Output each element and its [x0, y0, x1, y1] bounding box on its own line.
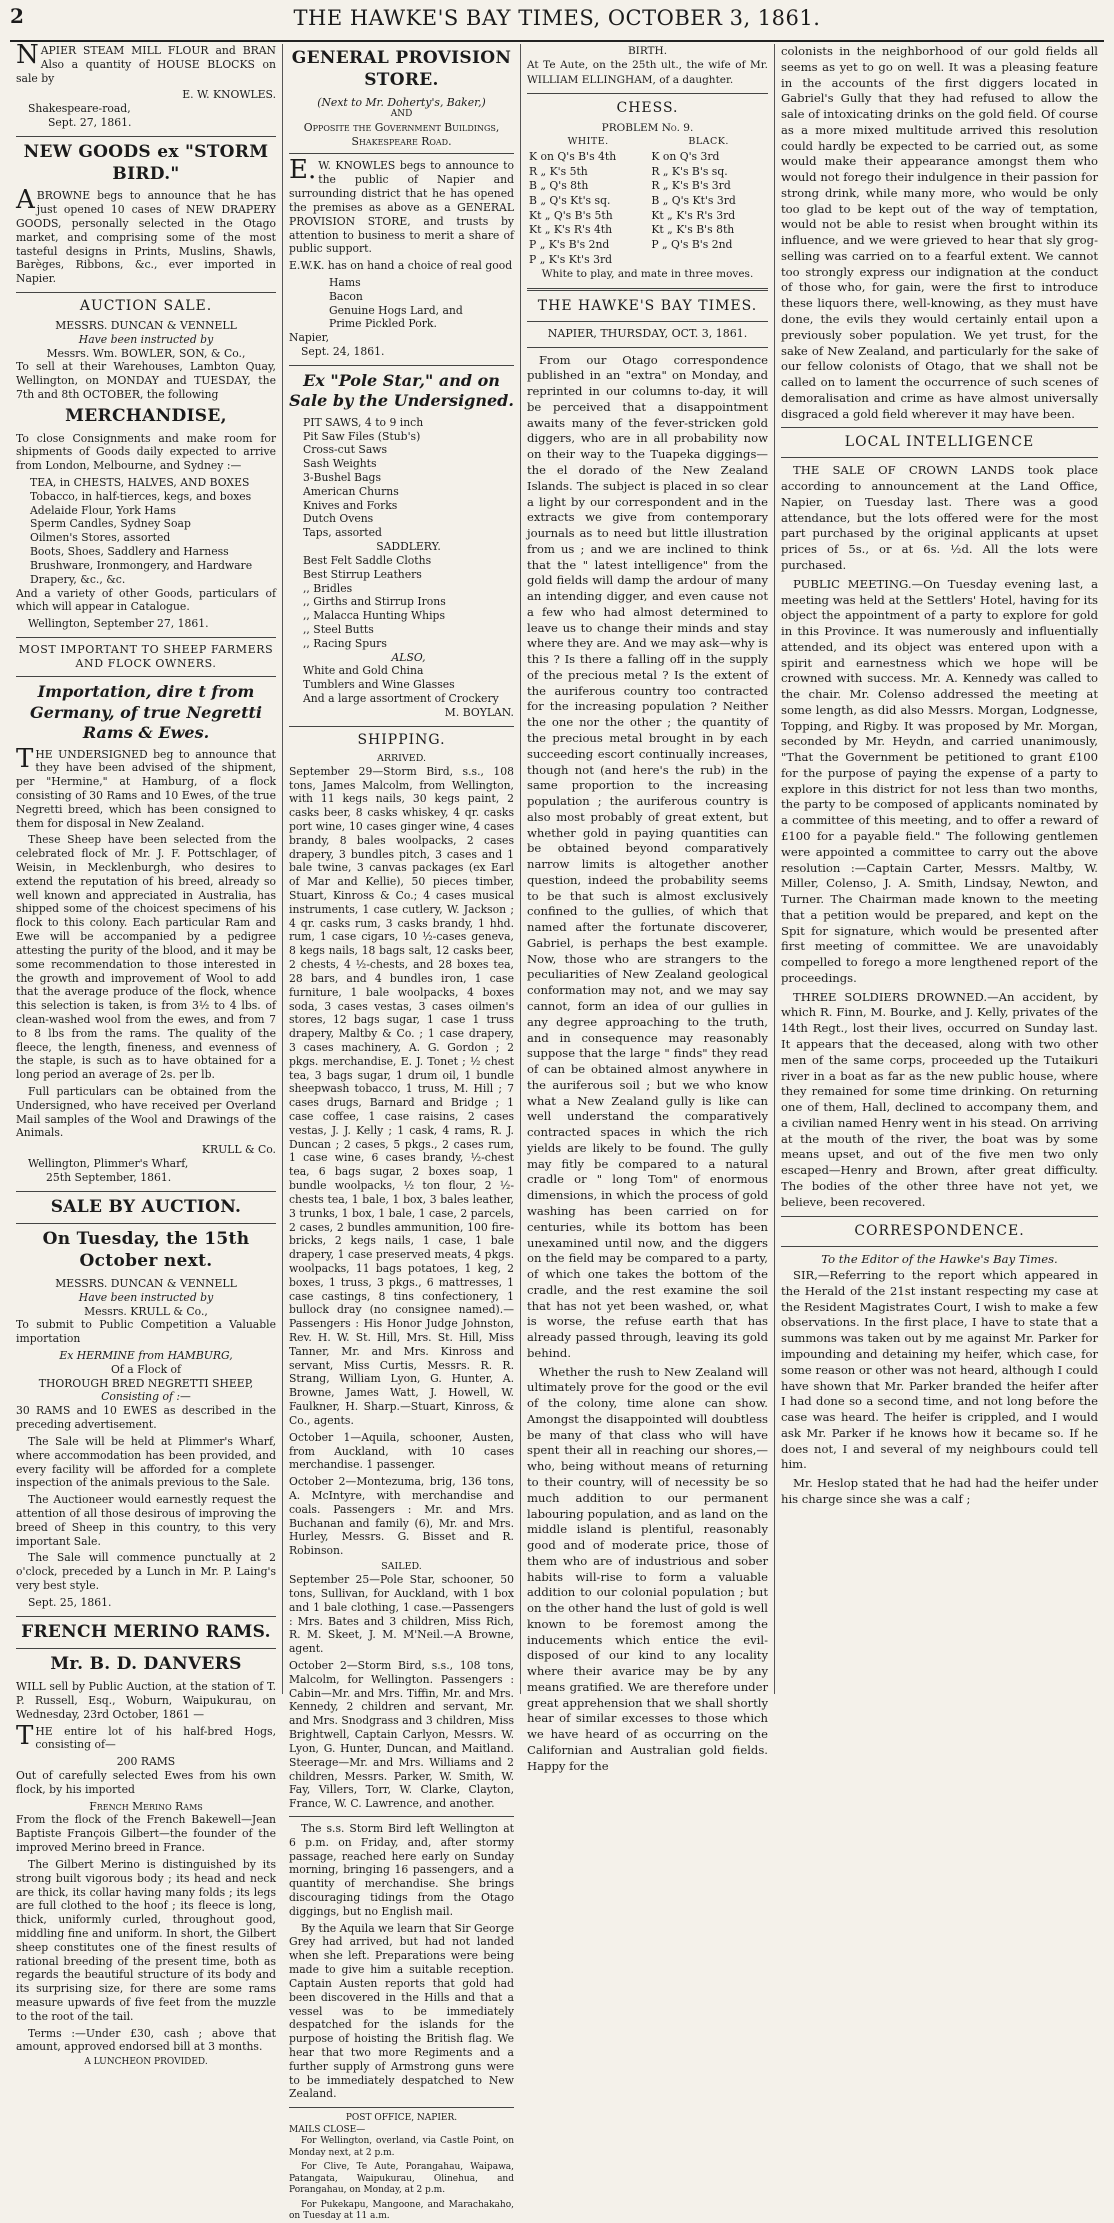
merino-subheading: Mr. B. D. DANVERS [50, 1654, 242, 1675]
divider [289, 1816, 514, 1817]
divider [16, 676, 276, 677]
divider [527, 93, 768, 94]
list-item: And a large assortment of Crockery [303, 692, 499, 706]
sale-date: Sept. 25, 1861. [28, 1595, 112, 1609]
divider [16, 292, 276, 293]
masthead [10, 4, 1104, 42]
editorial-dateline: NAPIER, THURSDAY, OCT. 3, 1861. [547, 326, 748, 340]
pole-star-heading: Ex "Pole Star," and on Sale by the Undersigned. [289, 370, 514, 411]
chess-white-piece: B „ Q's Kt's sq. [529, 194, 611, 208]
napier-mill-signer: E. W. KNOWLES. [182, 88, 276, 102]
divider [16, 1648, 276, 1649]
sheep-p2: These Sheep have been selected from the celebrated flock of Mr. J. F. Pottschlager, of Weisin, in Mecklenburgh, who desires to extend the reputation of his breed, already so well known and appreciated in Australia, has shipped some of the choicest specimens of his flock to this colony. Each particular Ram and Ewe will be accompanied by a pedigree attesting the purity of the blood, and it may be some recommendation to those interested in the growth and improvement of Wool to add that the average produce of the flock, whence this selection is taken, is from 3½ to 4 lbs. of clean-washed wool from the ewes, and from 7 to 8 lbs from the rams. The quality of the fleece, the length, fineness, and evenness of the staple, is such as to have obtained for a long period an average of 2s. per lb. [16, 833, 276, 1082]
sale-rams: 30 RAMS and 10 EWES as described in the preceding advertisement. [16, 1404, 276, 1432]
napier-mill-ad [16, 40, 276, 130]
sale-line2: Messrs. KRULL & Co., [84, 1304, 208, 1318]
shipping-arrived: ARRIVED. [376, 752, 426, 764]
chess-white-piece: Kt „ Q's B's 5th [529, 208, 613, 222]
chess-heading: CHESS. [616, 99, 679, 116]
list-item: ,, Bridles [303, 581, 353, 595]
shipping-p2: By the Aquila we learn that Sir George Grey had arrived, but had not landed when she left. Preparations were being made to give him a suitable reception. Captain Austen reports that gold had been discovered in the Hills and that a vessel was to be immediately despatched for the islands for the purpose of hoisting the British flag. We hear that two more Regiments and a further supply of Armstrong guns were to be immediately despatched to New Zealand. [289, 1921, 514, 2101]
merino-heading: FRENCH MERINO RAMS. [21, 1621, 271, 1642]
chess-problem: PROBLEM No. 9. [601, 121, 694, 134]
sale-line1: Have been instructed by [78, 1290, 214, 1304]
divider [16, 1191, 276, 1192]
merino-p2: THE entire lot of his half-bred Hogs, consisting of— [16, 1720, 276, 1752]
correspondence-p2: Mr. Heslop stated that he had had the heifer under his charge since she was a calf ; [781, 1476, 1098, 1506]
post-office-m1: For Wellington, overland, via Castle Point, on Monday next, at 2 p.m. [289, 2136, 514, 2158]
list-item: American Churns [303, 484, 399, 498]
column-1 [10, 40, 282, 2068]
storm-bird-ad [16, 142, 276, 286]
sheep-place: Wellington, Plimmer's Wharf, [28, 1157, 189, 1171]
sale-firm: MESSRS. DUNCAN & VENNELL [55, 1276, 237, 1290]
auction-subheading: MERCHANDISE, [65, 405, 227, 426]
column-2 [282, 44, 520, 2222]
chess-black-piece: K on Q's 3rd [651, 150, 720, 163]
shipping-sailed: SAILED. [381, 1561, 422, 1573]
local-p3: THREE SOLDIERS DROWNED.—An accident, by which R. Finn, M. Bourke, and J. Kelly, privates of the 14th Regt., lost their lives, occurred on Sunday last. It appears that the deceased, along with two other men of the same corps, proceeded up the Tutaikuri river in a boat as far as the new public house, where they remained for some time drinking. On returning one of them, Hall, declined to accompany them, and a civilian named Henry went in his stead. On arriving at the mouth of the river, the boat was by some means upset, and out of the five men two only escaped—Henry and Brown, after great difficulty. The bodies of the other three have not yet, we believe, been recovered. [781, 989, 1098, 1209]
table-row [527, 223, 768, 238]
napier-mill-text: NAPIER STEAM MILL FLOUR and BRAN Also a quantity of HOUSE BLOCKS on sale by [16, 40, 276, 85]
table-row [527, 238, 768, 253]
shipping-arr2: October 1—Aquila, schooner, Austen, from Auckland, with 10 cases merchandise. 1 passenger. [289, 1430, 514, 1472]
post-office-section [289, 2113, 514, 2223]
divider [289, 726, 514, 727]
napier-mill-place: Shakespeare-road, [28, 102, 131, 116]
chess-black-piece [649, 253, 768, 268]
table-row [527, 135, 768, 150]
sale-heading: SALE BY AUCTION. [50, 1196, 242, 1217]
auction-sale-ad [16, 298, 276, 631]
list-item: Brushware, Ironmongery, and Hardware [30, 558, 253, 572]
auction-line1: Have been instructed by [78, 332, 214, 346]
editorial [527, 297, 768, 1775]
list-item: PIT SAWS, 4 to 9 inch [303, 415, 424, 429]
auction-line2: Messrs. Wm. BOWLER, SON, & Co., [46, 346, 246, 360]
napier-mill-date: Sept. 27, 1861. [48, 116, 132, 130]
shipping-section [289, 732, 514, 2102]
divider [781, 1246, 1098, 1247]
divider [16, 1616, 276, 1617]
list-item: Boots, Shoes, Saddlery and Harness [30, 545, 229, 559]
chess-white-piece: P „ K's B's 2nd [529, 238, 610, 252]
columns [10, 40, 1104, 2222]
table-row [527, 179, 768, 194]
divider [781, 427, 1098, 428]
divider [527, 321, 768, 322]
sale-breed: THOROUGH BRED NEGRETTI SHEEP, [38, 1376, 254, 1390]
divider [289, 2107, 514, 2108]
list-item: Tobacco, in half-tierces, kegs, and boxes [30, 489, 252, 503]
merino-count: 200 RAMS [116, 1755, 176, 1769]
storm-bird-heading: NEW GOODS ex "STORM BIRD." [23, 141, 269, 184]
chess-black-piece: Kt „ K's B's 8th [651, 223, 735, 237]
list-item: Sash Weights [303, 457, 377, 471]
shipping-sail2: October 2—Storm Bird, s.s., 108 tons, Malcolm, for Wellington. Passengers : Cabin—Mr. and Mrs. Tiffin, Mr. and Mrs. Kennedy, 2 children and servant, Mr. and Mrs. Snodgrass and 3 children, Miss Brightwell, Captain Carlyon, Messrs. W. Lyon, G. Hunter, Duncan, and Maitland. Steerage—Mr. and Mrs. Williams and 2 children, Messrs. Parker, W. Smith, W. Fay, Villers, Torr, W. Clarke, Clayton, France, W. C. Lawrence, and another. [289, 1659, 514, 1811]
chess-section [527, 99, 768, 282]
chess-caption: White to play, and mate in three moves. [541, 268, 754, 281]
merino-p1: WILL sell by Public Auction, at the station of T. P. Russell, Esq., Woburn, Waipukurau, on Wednesday, 23rd October, 1861 — [16, 1680, 276, 1721]
birth-heading: BIRTH. [627, 45, 668, 57]
birth-notice [527, 44, 768, 87]
sale-ex: Ex HERMINE from HAMBURG, [59, 1349, 233, 1363]
list-item: TEA, in CHESTS, HALVES, AND BOXES [30, 476, 250, 490]
list-item: Best Felt Saddle Cloths [303, 553, 432, 567]
auction-text: To sell at their Warehouses, Lambton Quay, Wellington, on MONDAY and TUESDAY, the 7th and 8th OCTOBER, the following [16, 360, 276, 402]
shipping-sail1: September 25—Pole Star, schooner, 50 tons, Sullivan, for Auckland, with 1 box and 1 bale clothing, 1 case.—Passengers : Mrs. Bates and 3 children, Miss Rich, R. M. Skeet, J. M. M'Neil.—A Browne, agent. [289, 1573, 514, 1656]
correspondence-heading: CORRESPONDENCE. [854, 1223, 1025, 1240]
chess-white-piece: Kt „ K's R's 4th [529, 223, 613, 237]
correspondence [781, 1222, 1098, 1507]
post-office-heading: POST OFFICE, NAPIER. [345, 2113, 458, 2124]
chess-white-piece: K on Q's B's 4th [529, 150, 617, 163]
chess-table [527, 135, 768, 267]
list-item: Prime Pickled Pork. [329, 317, 437, 331]
table-row [527, 253, 768, 268]
list-item: Pit Saw Files (Stub's) [303, 429, 421, 443]
merino-p4: French Merino Rams [89, 1799, 203, 1813]
pole-star-items [289, 416, 514, 706]
list-item: Genuine Hogs Lard, and [329, 303, 463, 317]
list-item: Cross-cut Saws [303, 443, 388, 457]
pole-star-signer: M. BOYLAN. [444, 705, 514, 719]
post-office-mails: MAILS CLOSE— [289, 2124, 366, 2135]
table-row [527, 150, 768, 165]
shipping-p1: The s.s. Storm Bird left Wellington at 6 p.m. on Friday, and, after stormy passage, reached here early on Sunday morning, bringing 16 passengers, and a quantity of merchandise. She brings discouraging tidings from the Otago diggings, but no English mail. [289, 1821, 514, 1918]
store-and: AND [390, 109, 413, 120]
chess-white-piece: P „ K's Kt's 3rd [529, 252, 613, 266]
divider [289, 153, 514, 154]
shipping-arr3: October 2—Montezuma, brig, 136 tons, A. McIntyre, with merchandise and coals. Passengers : Mr. and Mrs. Buchanan and family (6), Mr. and Mrs. Hurley, Messrs. G. Bisset and R. Robinson. [289, 1475, 514, 1558]
sale-subheading: On Tuesday, the 15th October next. [42, 1229, 250, 1272]
merino-p3: Out of carefully selected Ewes from his own flock, by his imported [16, 1769, 276, 1796]
shipping-arr1: September 29—Storm Bird, s.s., 108 tons, James Malcolm, from Wellington, with 11 kegs nails, 30 kegs paint, 2 casks beer, 8 casks whiskey, 4 qr. casks port wine, 10 cases ginger wine, 4 cases brandy, 8 bales woolpacks, 2 cases drapery, 3 bundles pitch, 3 cases and 1 bale twine, 3 canvas packages (ex Earl of Mar and Kellie), 50 pieces timber, Stuart, Kinross & Co.; 4 cases musical instruments, 1 case cutlery, W. Jackson ; 4 qr. casks rum, 3 casks brandy, 1 hhd. rum, 1 case cigars, 10 ½-cases geneva, 8 kegs nails, 18 bags salt, 12 casks beer, 2 chests, 4 ½-chests, and 28 boxes tea, 28 bars, and 4 bundles iron, 1 case furniture, 1 bale woolpacks, 4 boxes soda, 3 cases vestas, 3 cases oilmen's stores, 12 bags sugar, 1 case 1 truss drapery, Maltby & Co. ; 1 case drapery, 3 cases machinery, A. G. Gordon ; 2 pkgs. merchandise, E. J. Tonet ; ½ chest tea, 3 bags sugar, 1 drum oil, 1 bundle sheepwash tobacco, 1 truss, M. Hill ; 7 cases drugs, Barnard and Bridge ; 1 case coffee, 1 case raisins, 2 cases vestas, J. J. Kelly ; 1 cask, 4 rams, R. J. Duncan ; 2 cases, 5 pkgs., 2 cases rum, 1 case wine, 6 cases brandy, ½-chest tea, 6 bags sugar, 2 boxes soap, 1 bundle woolpacks, ½ ton flour, 2 ½-chests tea, 1 bale, 1 box, 3 bales leather, 3 trunks, 1 box, 1 bale, 1 case, 2 parcels, 2 cases, 2 bundles ammunition, 100 fire-bricks, 2 kegs nails, 1 case, 1 bale drapery, 1 case preserved meats, 4 pkgs. woolpacks, 11 bags potatoes, 1 keg, 2 boxes, 1 truss, 3 pkgs., 6 mattresses, 1 case castings, 8 tins confectionery, 1 bullock dray (no consignee named).—Passengers : His Honor Judge Johnston, Rev. H. W. St. Hill, Mrs. St. Hill, Miss Tanner, Mr. and Mrs. Kinross and servant, Miss Curtis, Messrs. R. R. Strang, William Lyon, G. Hunter, A. Browne, James Watt, J. Howell, W. Faulkner, H. Sharp.—Stuart, Kinross, & Co., agents. [289, 764, 514, 1427]
local-heading: LOCAL INTELLIGENCE [844, 434, 1035, 451]
list-item: Sperm Candles, Sydney Soap [30, 517, 191, 531]
merino-terms: Terms :—Under £30, cash ; above that amount, approved endorsed bill at 3 months. [16, 2026, 276, 2054]
store-place: Napier, [289, 331, 330, 345]
auction-text3: And a variety of other Goods, particulars of which will appear in Catalogue. [16, 586, 276, 614]
post-office-m3: For Pukekapu, Mangoone, and Marachakaho, on Tuesday at 11 a.m. [289, 2199, 514, 2222]
list-item: Tumblers and Wine Glasses [303, 678, 455, 692]
chess-black-piece: Kt „ K's R's 3rd [651, 208, 736, 222]
sale-text: To submit to Public Competition a Valuable importation [16, 1318, 276, 1346]
store-opposite: Opposite the Government Buildings, Shakespeare Road. [303, 120, 500, 148]
store-items [289, 276, 514, 331]
editorial-continued: colonists in the neighborhood of our gold fields all seems as yet to go on well. It was a pleasing feature in the accounts of the first diggers located in Gabriel's Gully that they had refused to allow the sale of intoxicating drinks on the gold field. Of course as a more mixed multitude arrived this resolution could hardly be expected to be carried out, as some would make their appearance amongst them who would not forego their indulgence in their passion for strong drink, while many more, who would be only too glad to be kept out of the way of temptation, would not be able to resist when brought within its influence, and we were grieved to hear that sly grog-selling was carried on to a fearful extent. We cannot too strongly express our indignation at the conduct of those who, for gain, were the first to introduce these liquors there, well-knowing, as they must have done, the evils they would certainly entail upon a previously sober population. We yet trust, for the sake of New Zealand, and particularly for the sake of our fellow colonists of Otago, that we shall not be called on to lament the occurrence of such scenes of demoralisation and crime as have almost universally disgraced a gold field wherever it may have been. [781, 44, 1098, 421]
divider [527, 347, 768, 348]
store-text: E.W. KNOWLES begs to announce to the public of Napier and surrounding district that he has opened the premises as above as a GENERAL PROVISION STORE, and trusts by attention to business to merit a share of public support. [289, 155, 514, 256]
correspondence-to-editor: To the Editor of the Hawke's Bay Times. [821, 1252, 1058, 1267]
table-row [527, 165, 768, 180]
chess-black-piece: R „ K's B's 3rd [651, 179, 731, 193]
sale-by-auction-ad [16, 1197, 276, 1610]
merino-ad [16, 1622, 276, 2069]
editorial-p1: From our Otago correspondence published in an "extra" on Monday, and reprinted in our columns to-day, it will be perceived that a disappointment awaits many of the fever-stricken gold diggers, who are in all probability now on their way to the Tuapeka diggings—the el dorado of the New Zealand Islands. The subject is placed in so clear a light by our correspondent and in the extracts we give from contemporary journals as to need but little illustration from us ; and we are inclined to think that the " latest intelligence" from the gold fields will damp the ardour of many an intending digger, and even cause not a few who had almost determined to leave us to change their minds and stay where they are. And we may ask—why is this ? Is there a falling off in the supply of the precious metal ? Is the extent of the auriferous country too contracted for the increasing population ? Neither the one nor the other ; the quantity of the precious metal brought in by each succeeding escort continually increases, though not (and here's the rub) in the same proportion to the increasing population ; the auriferous country is also most probably of great extent, but whether gold in paying quantities can be obtained beyond comparatively narrow limits is altogether another question, indeed the probability seems to be that such is almost exclusively confined to the gullies, of which that named after the fortunate discoverer, Gabriel, is perhaps the best example. Now, those who are strangers to the peculiarities of New Zealand geological conformation may not, and we may say cannot, form an idea of our gullies in any degree approaching to the truth, and in consequence may reasonably suppose that the large " finds" they read of can be obtained almost anywhere in the auriferous soil ; but we who know what a New Zealand gully is like can well understand the comparatively contracted spaces in which the rich yields are likely to be found. The gully may fitly be compared to a natural cradle or " long Tom" of enormous dimensions, in which the process of gold washing has been carried on for centuries, while its bottom has been unexamined until now, and the diggers on the field may be compared to a party, of which one takes the bottom of the cradle, and the rest examine the soil that has not yet been washed, or, what is worse, the refuse earth that has already passed through, leaving its gold behind. [527, 352, 768, 1360]
editorial-p2: Whether the rush to New Zealand will ultimately prove for the good or the evil of the colony, time alone can show. Amongst the disappointed will doubtless be many of that class who will have spent their all in reaching our shores,—who, being without means of returning to their country, will of necessity be so much addition to our permanent labouring population, and as land on the middle island is plentiful, reasonably good and of moderate price, those of them who are of industrious and sober habits will-rise to form a valuable addition to our colonial population ; but on the other hand the lust of gold is well known to be foremost among the inducements which entice the evil-disposed of our kind to any locality where their avarice may be by any means gratified. We are therefore under great apprehension that we shall shortly hear of similar excesses to those which we have heard of as occurring on the Californian and Australian gold fields. Happy for the [527, 1364, 768, 1773]
page-number: 2 [10, 4, 24, 28]
store-next-to: (Next to Mr. Doherty's, Baker,) [317, 95, 486, 109]
merino-lunch: A LUNCHEON PROVIDED. [84, 2057, 208, 2068]
store-date: Sept. 24, 1861. [301, 345, 385, 359]
divider [16, 1223, 276, 1224]
newspaper-title: THE HAWKE'S BAY TIMES, OCTOBER 3, 1861. [293, 6, 821, 30]
column-4 [774, 44, 1104, 1694]
sale-p1: The Sale will be held at Plimmer's Wharf, where accommodation has been provided, and every facility will be afforded for a complete inspection of the animals previous to the Sale. [16, 1434, 276, 1490]
divider [16, 637, 276, 638]
storm-bird-text: ABROWNE begs to announce that he has just opened 10 cases of NEW DRAPERY GOODS, personally selected in the Otago market, and comprising some of the most tasteful designs in Prints, Muslins, Shawls, Barèges, Ribbons, &c., ever imported in Napier. [16, 185, 276, 286]
auction-heading: AUCTION SALE. [79, 298, 213, 315]
column-3 [520, 44, 774, 1773]
chess-white-piece: B „ Q's 8th [529, 179, 589, 193]
store-heading: GENERAL PROVISION STORE. [291, 48, 512, 90]
local-p1: THE SALE OF CROWN LANDS took place according to announcement at the Land Office, Napier, on Tuesday last. There was a good attendance, but the lots offered were for the most part purchased by the original applicants at upset prices of 5s., or at 6s. ½d. All the lots were purchased. [781, 463, 1098, 572]
list-item: 3-Bushel Bags [303, 471, 381, 485]
auction-text2: To close Consignments and make room for shipments of Goods daily expected to arrive from London, Melbourne, and Sydney :— [16, 431, 276, 473]
provision-store-ad [289, 48, 514, 359]
auction-firm: MESSRS. DUNCAN & VENNELL [55, 318, 237, 332]
divider [781, 1216, 1098, 1217]
list-item: ,, Girths and Stirrup Irons [303, 595, 446, 609]
sale-p3: The Sale will commence punctually at 2 o'clock, preceded by a Lunch in Mr. P. Laing's very best style. [16, 1551, 276, 1593]
sheep-ad [16, 643, 276, 1185]
list-item: Drapery, &c., &c. [30, 572, 126, 586]
list-item: Bacon [329, 289, 363, 303]
list-item: Dutch Ovens [303, 512, 374, 526]
chess-black-piece: P „ Q's B's 2nd [651, 238, 733, 252]
table-row [527, 194, 768, 209]
divider [781, 457, 1098, 458]
chess-white-piece: R „ K's 5th [529, 164, 588, 178]
divider [527, 288, 768, 291]
auction-items [16, 476, 276, 587]
list-item: Best Stirrup Leathers [303, 567, 422, 581]
post-office-m2: For Clive, Te Aute, Porangahau, Waipawa, Patangata, Waipukurau, Olinehua, and Porangahau, on Monday, at 2 p.m. [289, 2162, 514, 2196]
shipping-heading: SHIPPING. [357, 731, 446, 748]
sheep-p3: Full particulars can be obtained from the Undersigned, who have received per Overland Mail samples of the Wool and Drawings of the Animals. [16, 1085, 276, 1140]
chess-black-label: BLACK. [688, 136, 729, 148]
birth-text: At Te Aute, on the 25th ult., the wife of Mr. WILLIAM ELLINGHAM, of a daughter. [527, 59, 768, 86]
sale-flock: Of a Flock of [110, 1362, 182, 1376]
sheep-signer: KRULL & Co. [201, 1143, 276, 1157]
chess-white-label: WHITE. [567, 136, 609, 148]
pole-star-ad [289, 371, 514, 720]
chess-black-piece: B „ Q's Kt's 3rd [651, 194, 736, 208]
list-item: Hams [329, 275, 361, 289]
sheep-p1: THE UNDERSIGNED beg to announce that they have been advised of the shipment, per "Hermine," at Hamburg, of a flock consisting of 30 Rams and 10 Ewes, of the true Negretti breed, which has been consigned to them for disposal in New Zealand. [16, 743, 276, 830]
list-item: Knives and Forks [303, 498, 398, 512]
correspondence-p1: SIR,—Referring to the report which appeared in the Herald of the 21st instant respecting my case at the Resident Magistrates Court, I wish to make a few observations. In the first place, I have to state that a summons was taken out by me against Mr. Parker for impounding and detaining my heifer, which case, for some reason or other was not heard, although I could have shown that Mr. Parker branded the heifer after I had done so a second time, and not long before the case was heard. The heifer is crippled, and I would ask Mr. Parker if he knows how it became so. If he does not, I and several of my neighbours could tell him. [781, 1268, 1098, 1472]
list-item: ,, Steel Butts [303, 622, 374, 636]
sheep-heading: MOST IMPORTANT TO SHEEP FARMERS AND FLOCK OWNERS. [18, 642, 274, 671]
list-item: ,, Malacca Hunting Whips [303, 609, 446, 623]
local-p2: PUBLIC MEETING.—On Tuesday evening last, a meeting was held at the Settlers' Hotel, having for its object the appointment of a party to explore for gold in this Province. It was numerously and influentially attended, and its object was entered upon with a spirit and earnestness which we hope will be crowned with success. Mr. A. Kennedy was called to the chair. Mr. Colenso addressed the meeting at some length, as did also Messrs. Morgan, Lodgnesse, Topping, and Rigby. It was proposed by Mr. Morgan, seconded by Mr. Heydn, and carried unanimously, "That the Government be petitioned to grant £100 for the purpose of paying the expense of a party to explore in this district for not less than two months, the party to be composed of applicants nominated by a committee of this meeting, and to offer a reward of £100 for a payable field." The following gentlemen were appointed a committee to carry out the above resolution :—Captain Carter, Messrs. Maltby, W. Miller, Colenso, J. A. Smith, Lindsay, Newton, and Turner. The Chairman made known to the meeting that a petition would be prepared, and kept on the Spit for signature, which would be presented after first meeting of committee. We are unavoidably compelled to forego a more lengthened report of the proceedings. [781, 576, 1098, 985]
list-item: ,, Racing Spurs [303, 636, 387, 650]
merino-p6: The Gilbert Merino is distinguished by its strong built vigorous body ; its head and neck are thick, its collar having many folds ; its legs are full clothed to the hoof ; its fleece is long, thick, uniformly curled, throughout good, middling fine and uniform. In short, the Gilbert sheep constitutes one of the finest results of rational breeding of the present time, both as regards the beautiful structure of its body and its surprising size, for there are some rams measure upwards of five feet from the muzzle to the root of the tail. [16, 1857, 276, 2023]
list-item: Adelaide Flour, York Hams [30, 503, 176, 517]
sale-consisting: Consisting of :— [101, 1390, 191, 1404]
list-item: SADDLERY. [376, 540, 441, 554]
editorial-paper: THE HAWKE'S BAY TIMES. [537, 297, 758, 314]
divider [16, 136, 276, 137]
chess-black-piece: R „ K's B's sq. [651, 164, 728, 178]
store-has-on-hand: E.W.K. has on hand a choice of real good [289, 259, 513, 273]
table-row [527, 209, 768, 224]
list-item: White and Gold China [303, 664, 424, 678]
merino-p5: From the flock of the French Bakewell—Jean Baptiste François Gilbert—the founder of the improved Merino breed in France. [16, 1813, 276, 1855]
sheep-subheading: Importation, dire t from Germany, of true Negretti Rams & Ewes. [30, 682, 262, 743]
list-item: ALSO, [391, 650, 426, 664]
list-item: Taps, assorted [303, 526, 382, 540]
divider [289, 365, 514, 366]
sale-p2: The Auctioneer would earnestly request the attention of all those desirous of improving the breed of Sheep in this country, to this very important Sale. [16, 1493, 276, 1548]
list-item: Oilmen's Stores, assorted [30, 531, 171, 545]
local-intelligence [781, 433, 1098, 1210]
sheep-date: 25th September, 1861. [46, 1170, 172, 1184]
auction-dateline: Wellington, September 27, 1861. [28, 617, 209, 631]
